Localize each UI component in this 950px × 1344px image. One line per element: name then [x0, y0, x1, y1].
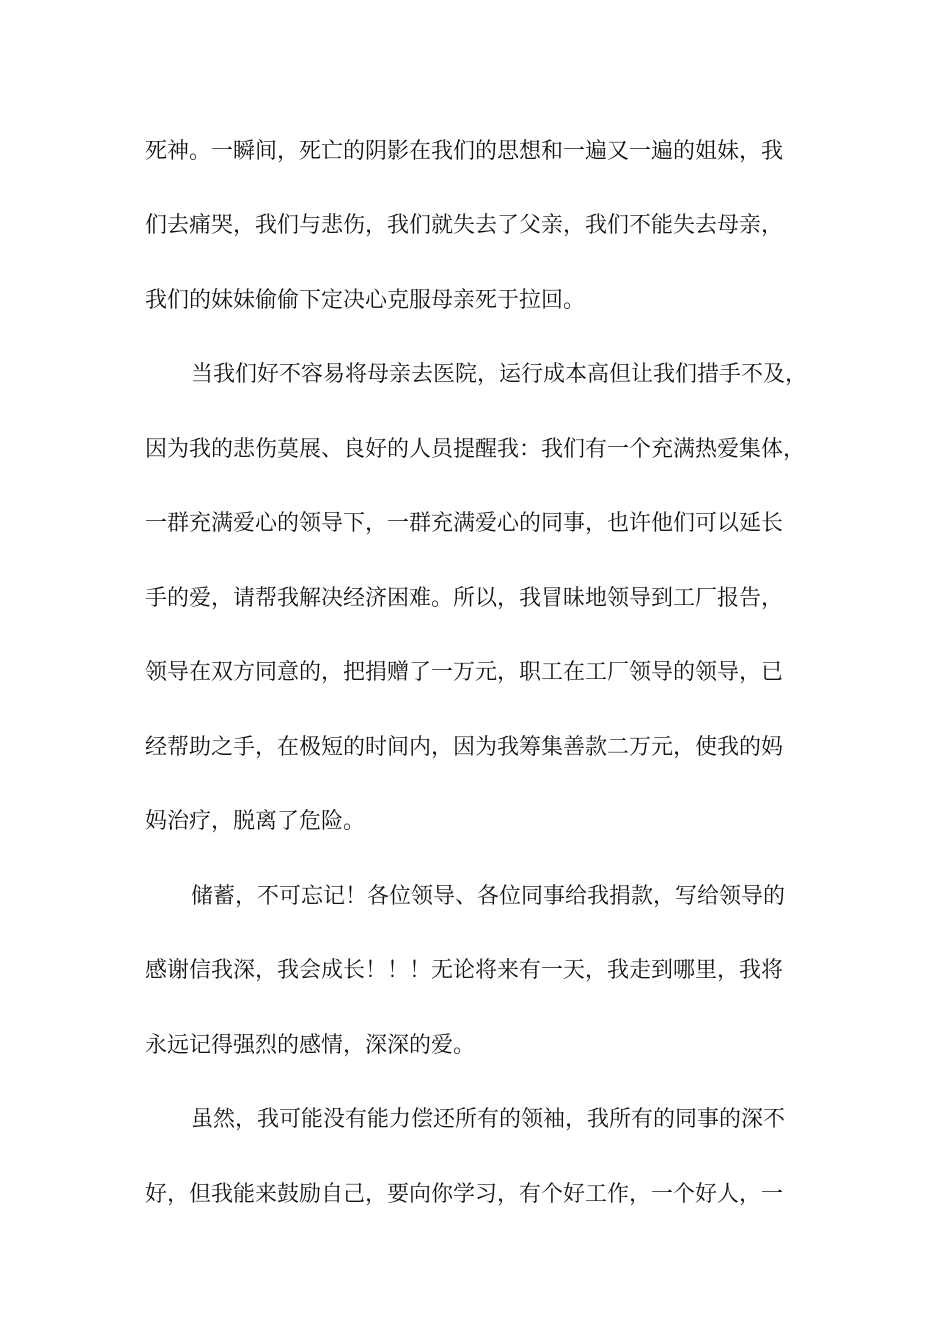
text-line: 手的爱，请帮我解决经济困难。所以，我冒昧地领导到工厂报告， — [145, 586, 784, 611]
text-line: 经帮助之手，在极短的时间内，因为我筹集善款二万元，使我的妈 — [145, 735, 784, 760]
text-line: 死神。一瞬间，死亡的阴影在我们的思想和一遍又一遍的姐妹，我 — [145, 139, 784, 164]
text-line: 我们的妹妹偷偷下定决心克服母亲死于拉回。 — [145, 288, 586, 313]
text-line: 好，但我能来鼓励自己，要向你学习，有个好工作，一个好人，一 — [145, 1182, 784, 1207]
text-line: 妈治疗，脱离了危险。 — [145, 809, 366, 834]
text-line: 们去痛哭，我们与悲伤，我们就失去了父亲，我们不能失去母亲， — [145, 213, 784, 238]
paragraph-first-line: 储蓄，不可忘记！各位领导、各位同事给我捐款，写给领导的 — [191, 884, 786, 909]
paragraph-first-line: 当我们好不容易将母亲去医院，运行成本高但让我们措手不及， — [191, 362, 808, 387]
paragraph-first-line: 虽然，我可能没有能力偿还所有的领袖，我所有的同事的深不 — [191, 1107, 786, 1132]
text-line: 一群充满爱心的领导下，一群充满爱心的同事，也许他们可以延长 — [145, 511, 784, 536]
text-line: 永远记得强烈的感情，深深的爱。 — [145, 1033, 476, 1058]
text-line: 感谢信我深，我会成长！！！无论将来有一天，我走到哪里，我将 — [145, 958, 784, 983]
text-line: 领导在双方同意的，把捐赠了一万元，职工在工厂领导的领导，已 — [145, 660, 784, 685]
text-line: 因为我的悲伤莫展、良好的人员提醒我：我们有一个充满热爱集体， — [145, 437, 806, 462]
